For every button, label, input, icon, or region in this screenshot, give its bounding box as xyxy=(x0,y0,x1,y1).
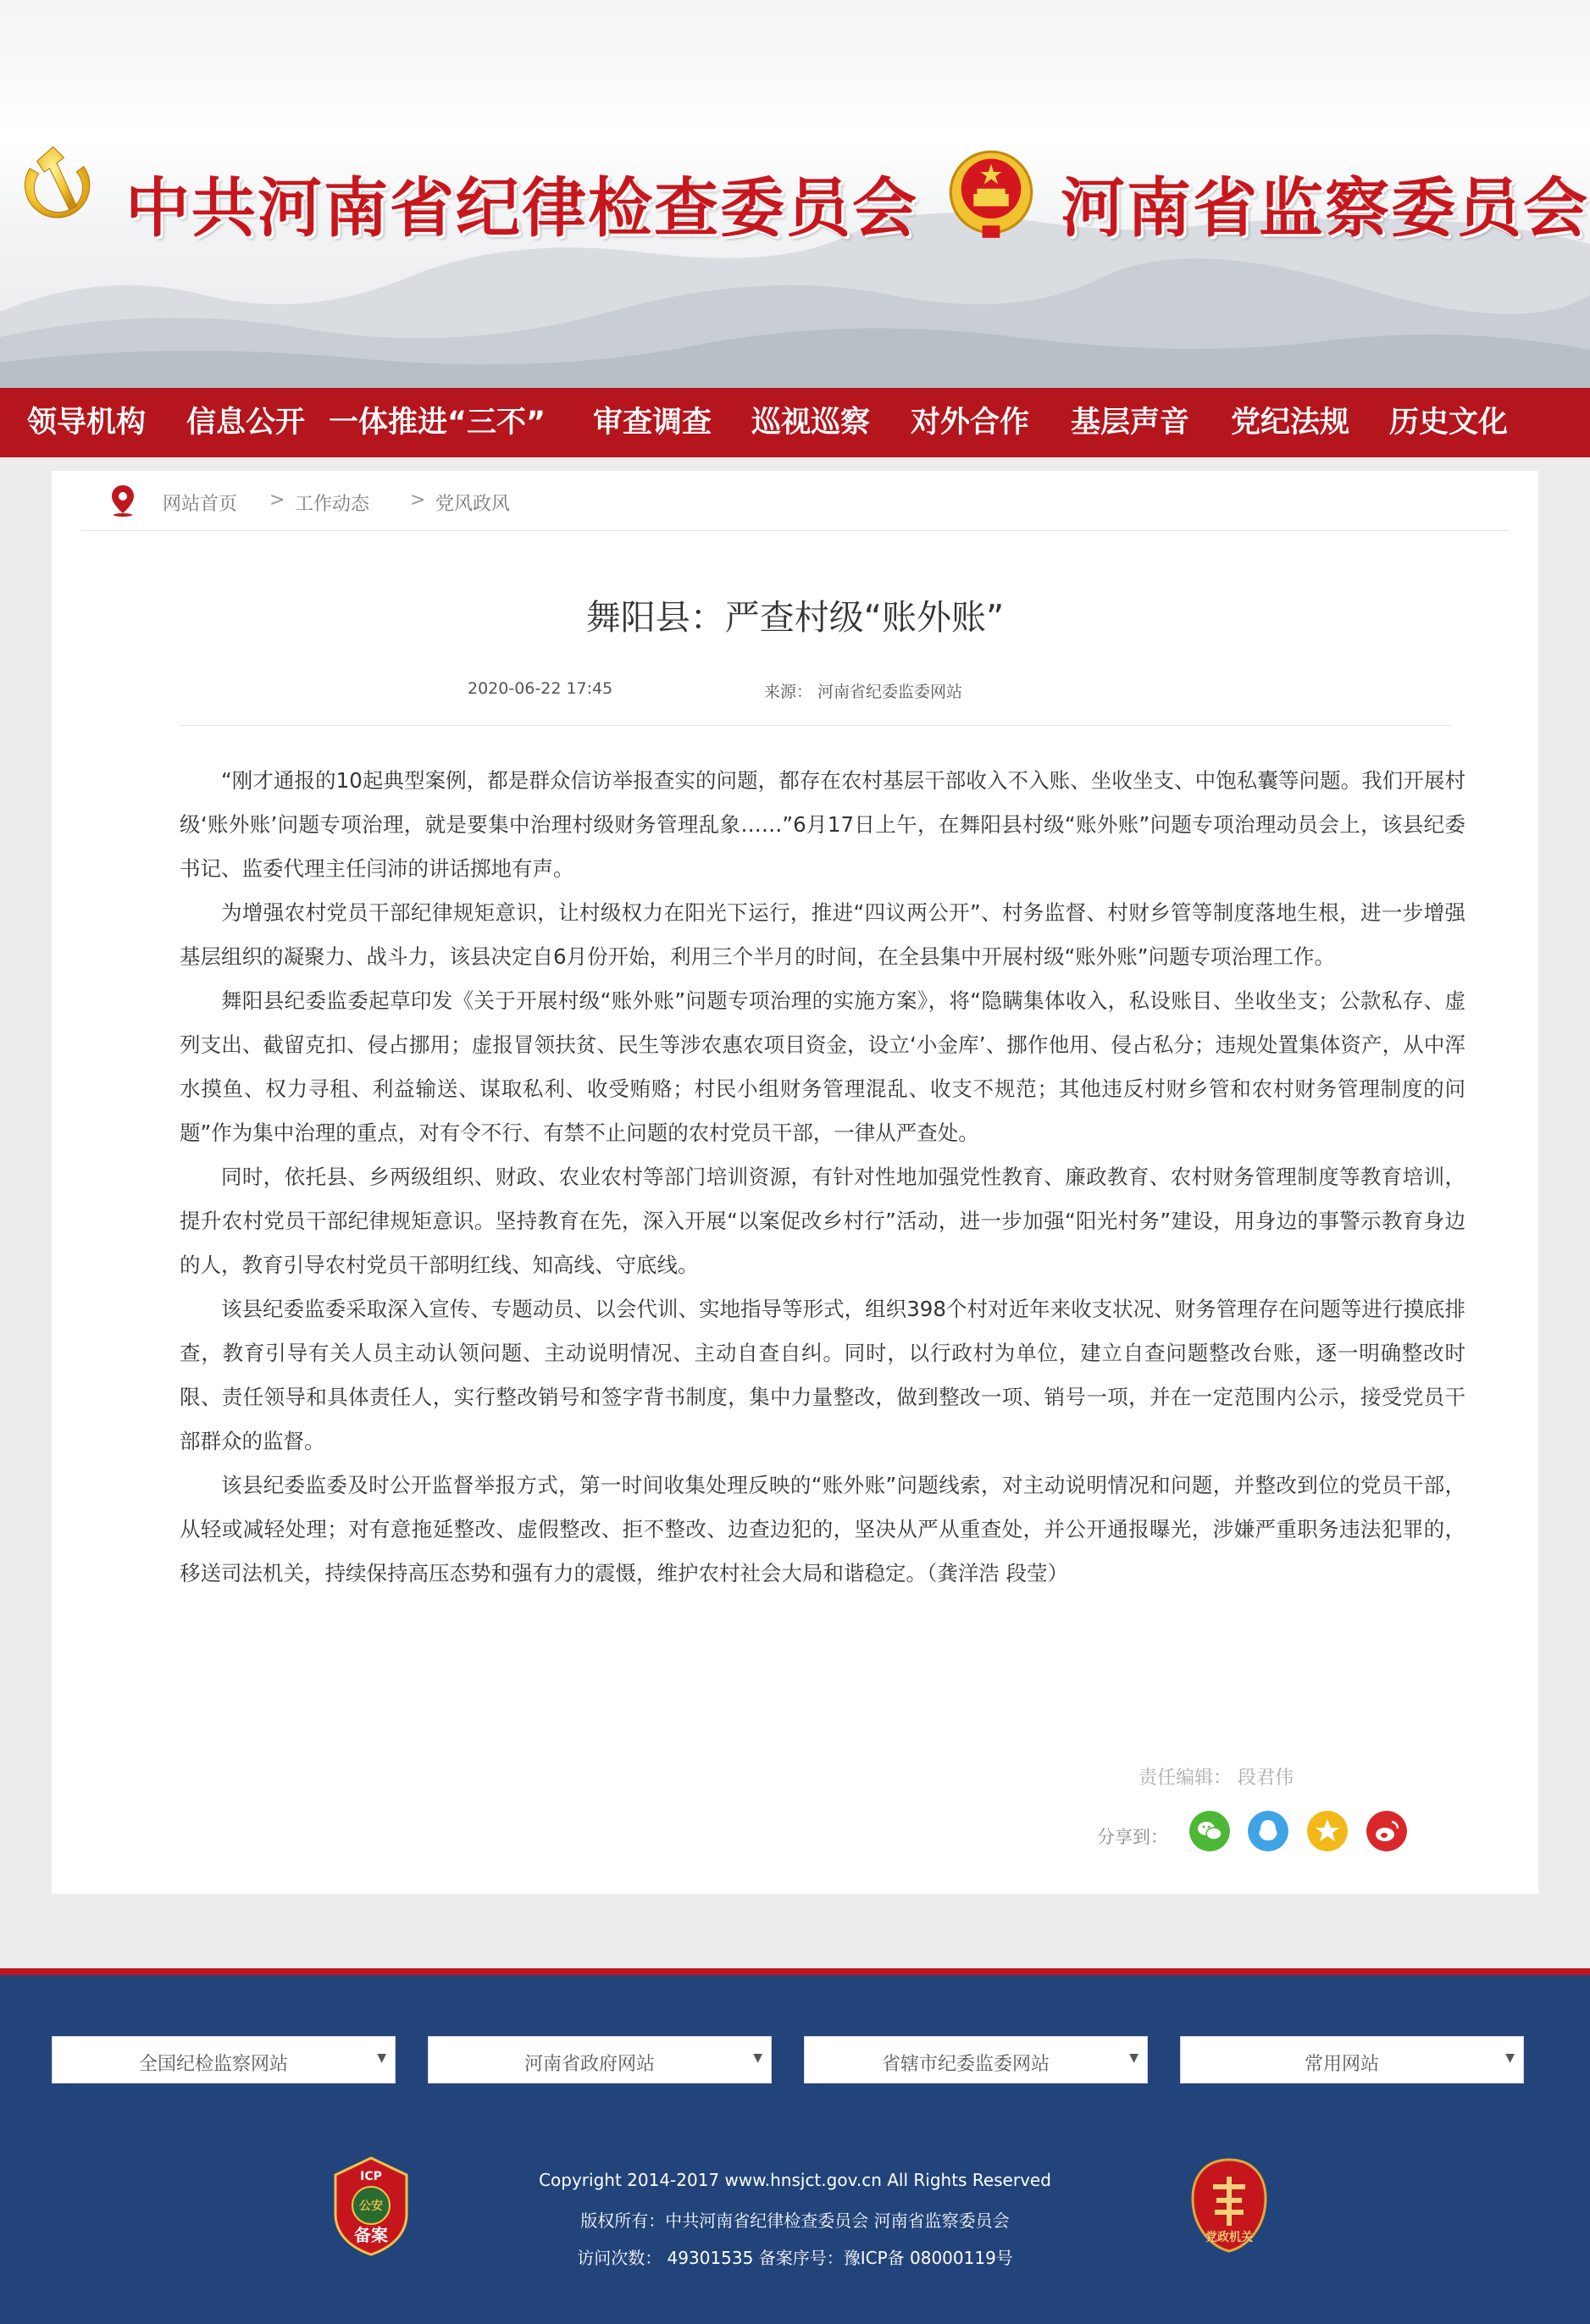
header-banner xyxy=(0,0,1590,388)
breadcrumb-separator: > xyxy=(269,490,285,511)
icp-badge-top: ICP xyxy=(360,2170,382,2183)
select-value: 省辖市纪委监委网站 xyxy=(881,2054,1050,2075)
footer-red-line xyxy=(0,1968,1590,1975)
article-title: 舞阳县：严查村级“账外账” xyxy=(585,597,1005,638)
breadcrumb-work-news[interactable]: 工作动态 xyxy=(295,494,370,515)
gov-organ-badge-icon[interactable] xyxy=(1189,2158,1269,2253)
article-paragraph: 同时，依托县、乡两级组织、财政、农业农村等部门培训资源，有针对性地加强党性教育、廉政教育、农村财务管理制度等教育培训，提升农村党员干部纪律规矩意识。坚持教育在先，深入开展“以案促改乡村行”活动，进一步加强“阳光村务”建设，用身边的事警示教育身边的人，教育引导农村党员干部明红线、知高线、守底线。 xyxy=(180,1165,1465,1277)
party-emblem-icon xyxy=(12,140,102,233)
breadcrumb-separator: > xyxy=(410,490,426,511)
nav-item-history[interactable]: 历史文化 xyxy=(1389,406,1509,440)
national-emblem-icon xyxy=(947,148,1035,241)
qq-icon[interactable] xyxy=(1248,1811,1288,1851)
article-card xyxy=(52,471,1538,1894)
footer-owner: 版权所有：中共河南省纪律检查委员会 河南省监察委员会 xyxy=(580,2211,1010,2231)
nav-item-cooperation[interactable]: 对外合作 xyxy=(911,406,1030,440)
article-paragraph: 舞阳县纪委监委起草印发《关于开展村级“账外账”问题专项治理的实施方案》，将“隐瞒集体收入，私设账目、坐收坐支；公款私存、虚列支出、截留克扣、侵占挪用；虚报冒领扶贫、民生等涉农惠农项目资金，设立‘小金库’、挪作他用、侵占私分；违规处置集体资产，从中浑水摸鱼、权力寻租、利益输送、谋取私利、收受贿赂；村民小组财务管理混乱、收支不规范；其他违反村财乡管和农村财务管理制度的问题”作为集中治理的重点，对有令不行、有禁不止问题的农村党员干部，一律从严查处。 xyxy=(180,988,1465,1145)
divider xyxy=(180,725,1450,726)
article-paragraph: 为增强农村党员干部纪律规矩意识，让村级权力在阳光下运行，推进“四议两公开”、村务监督、村财乡管等制度落地生根，进一步增强基层组织的凝聚力、战斗力，该县决定自6月份开始，利用三个半月的时间，在全县集中开展村级“账外账”问题专项治理工作。 xyxy=(180,900,1465,969)
icp-badge-bottom: 备案 xyxy=(354,2225,388,2245)
footer xyxy=(0,1975,1590,2324)
article-paragraph: “刚才通报的10起典型案例，都是群众信访举报查实的问题，都存在农村基层干部收入不入账、坐收坐支、中饱私囊等问题。我们开展村级‘账外账’问题专项治理，就是要集中治理村级财务管理乱象……”6月17日上午，在舞阳县村级“账外账”问题专项治理动员会上，该县纪委书记、监委代理主任闫沛的讲话掷地有声。 xyxy=(180,768,1465,881)
supervision-commission-title: 河南省监察委员会 xyxy=(1061,170,1589,246)
share-label: 分享到： xyxy=(1097,1827,1168,1847)
gov-badge-text: 党政机关 xyxy=(1205,2231,1253,2244)
nav-item-inspection[interactable]: 巡视巡察 xyxy=(751,406,871,440)
article-source: 来源： 河南省纪委监委网站 xyxy=(764,683,963,701)
breadcrumb-current[interactable]: 党风政风 xyxy=(435,494,511,515)
dropdown-arrow-icon: ▼ xyxy=(1505,2051,1515,2065)
responsible-editor: 责任编辑： 段君伟 xyxy=(1138,1768,1294,1789)
nav-item-information[interactable]: 信息公开 xyxy=(186,406,306,440)
dropdown-arrow-icon: ▼ xyxy=(1129,2051,1138,2065)
breadcrumb-home[interactable]: 网站首页 xyxy=(163,494,238,515)
select-city-sites[interactable] xyxy=(804,2036,1148,2083)
weibo-icon[interactable] xyxy=(1366,1811,1407,1851)
article-paragraph: 该县纪委监委采取深入宣传、专题动员、以会代训、实地指导等形式，组织398个村对近年来收支状况、财务管理存在问题等进行摸底排查，教育引导有关人员主动认领问题、主动说明情况、主动自查自纠。同时，以行政村为单位，建立自查问题整改台账，逐一明确整改时限、责任领导和具体责任人，实行整改销号和签字背书制度，集中力量整改，做到整改一项、销号一项，并在一定范围内公示，接受党员干部群众的监督。 xyxy=(180,1297,1465,1453)
qzone-icon[interactable] xyxy=(1307,1811,1348,1851)
dropdown-arrow-icon: ▼ xyxy=(377,2051,386,2065)
main-nav xyxy=(0,388,1590,457)
wechat-icon[interactable] xyxy=(1189,1811,1230,1851)
article-paragraph: 该县纪委监委及时公开监督举报方式，第一时间收集处理反映的“账外账”问题线索，对主动说明情况和问题，并整改到位的党员干部，从轻或减轻处理；对有意拖延整改、虚假整改、拒不整改、边查边犯的，坚决从严从重查处，并公开通报曝光，涉嫌严重职务违法犯罪的，移送司法机关，持续保持高压态势和强有力的震慑，维护农村社会大局和谐稳定。（龚洋浩 段莹） xyxy=(180,1473,1465,1585)
footer-visits: 访问次数： 49301535 备案序号：豫ICP备 08000119号 xyxy=(577,2248,1013,2268)
icp-badge-mid: 公安 xyxy=(359,2200,383,2213)
select-value: 常用网站 xyxy=(1304,2054,1379,2075)
select-common-sites[interactable] xyxy=(1180,2036,1524,2083)
select-value: 全国纪检监察网站 xyxy=(138,2054,288,2075)
nav-item-regulations[interactable]: 党纪法规 xyxy=(1231,406,1350,440)
select-value: 河南省政府网站 xyxy=(524,2054,655,2075)
nav-item-investigation[interactable]: 审查调查 xyxy=(593,406,712,440)
footer-copyright: Copyright 2014-2017 www.hnsjct.gov.cn All Rights Reserved xyxy=(539,2170,1051,2190)
article-date: 2020-06-22 17:45 xyxy=(468,679,613,698)
select-province-gov-sites[interactable] xyxy=(428,2036,772,2083)
nav-item-grassroots[interactable]: 基层声音 xyxy=(1071,406,1190,440)
dropdown-arrow-icon: ▼ xyxy=(753,2051,762,2065)
cpc-commission-title: 中共河南省纪律检查委员会 xyxy=(125,170,918,246)
nav-item-leadership[interactable]: 领导机构 xyxy=(27,406,147,440)
article-body xyxy=(180,759,1465,1596)
location-pin-icon xyxy=(110,484,136,517)
breadcrumb xyxy=(81,471,1509,531)
select-national-sites[interactable] xyxy=(52,2036,396,2083)
nav-item-three-nots[interactable]: 一体推进“三不” xyxy=(329,406,546,440)
